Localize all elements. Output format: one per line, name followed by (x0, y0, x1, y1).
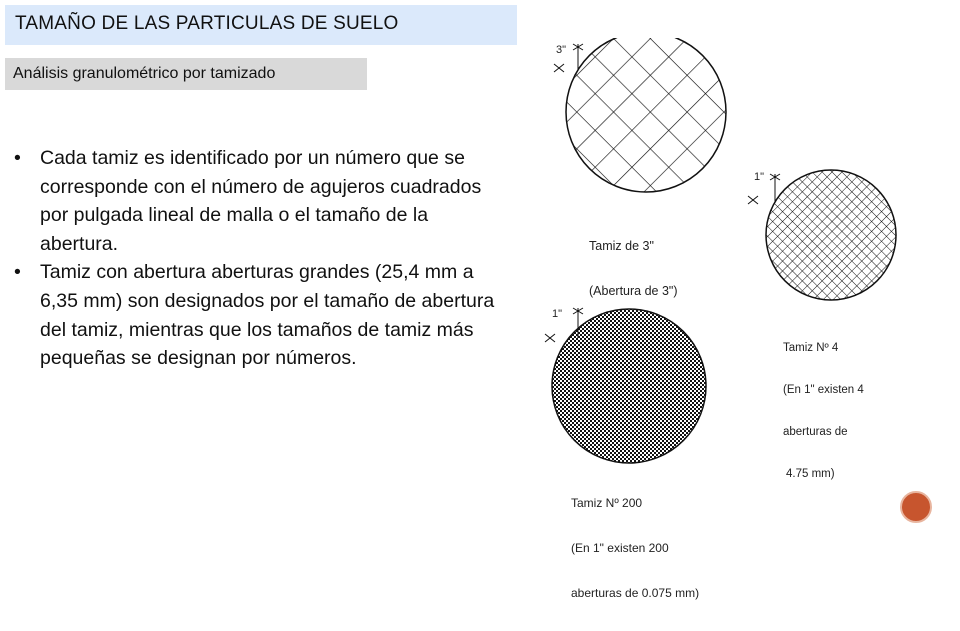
bullet-item (14, 258, 499, 372)
caption-line: (En 1" existen 4 (783, 384, 864, 396)
caption-line: aberturas de (783, 426, 848, 438)
bullet-dot: • (14, 261, 21, 284)
slide-subtitle (5, 58, 367, 90)
slide-subtitle-text: Análisis granulométrico por tamizado (13, 65, 276, 82)
slide-title (5, 5, 517, 45)
caption-line: Tamiz Nº 200 (571, 496, 643, 510)
caption-line: (En 1" existen 200 (571, 541, 669, 555)
sieve-4-caption (783, 313, 864, 509)
bullet-text: Cada tamiz es identificado por un número que se corresponde con el número de agujeros cuadrados por pulgada lineal de malla o el tamaño de la abertura. (40, 147, 482, 255)
caption-line: Tamiz Nº 4 (783, 342, 839, 354)
caption-line: (Abertura de 3") (589, 284, 678, 298)
sieve-3-caption (589, 209, 678, 329)
slide-number-badge (900, 491, 932, 523)
bullet-text: Tamiz con abertura aberturas grandes (25,4 mm a 6,35 mm) son designados por el tamaño de abertura del tamiz, mientras que los tamaños de tamiz más pequeñas se designan por números. (40, 261, 495, 370)
sieve-200-mesh (552, 309, 706, 463)
bullet-list (14, 144, 499, 373)
sieve-4-mesh (766, 170, 896, 300)
bullet-dot: • (14, 147, 21, 169)
sieve-200-caption (571, 466, 699, 631)
sieve-4-dim-label: 1" (754, 171, 765, 183)
sieve-200-dim-label: 1" (552, 308, 563, 320)
caption-line: 4.75 mm) (786, 468, 835, 480)
bullet-item (14, 144, 499, 258)
sieve-3-dim-label: 3" (556, 44, 567, 56)
caption-line: aberturas de 0.075 mm) (571, 586, 700, 600)
slide-title-text: TAMAÑO DE LAS PARTICULAS DE SUELO (15, 13, 399, 34)
sieve-3-mesh (566, 38, 726, 192)
sieve-figure (540, 38, 960, 600)
caption-line: Tamiz de 3" (589, 239, 654, 253)
